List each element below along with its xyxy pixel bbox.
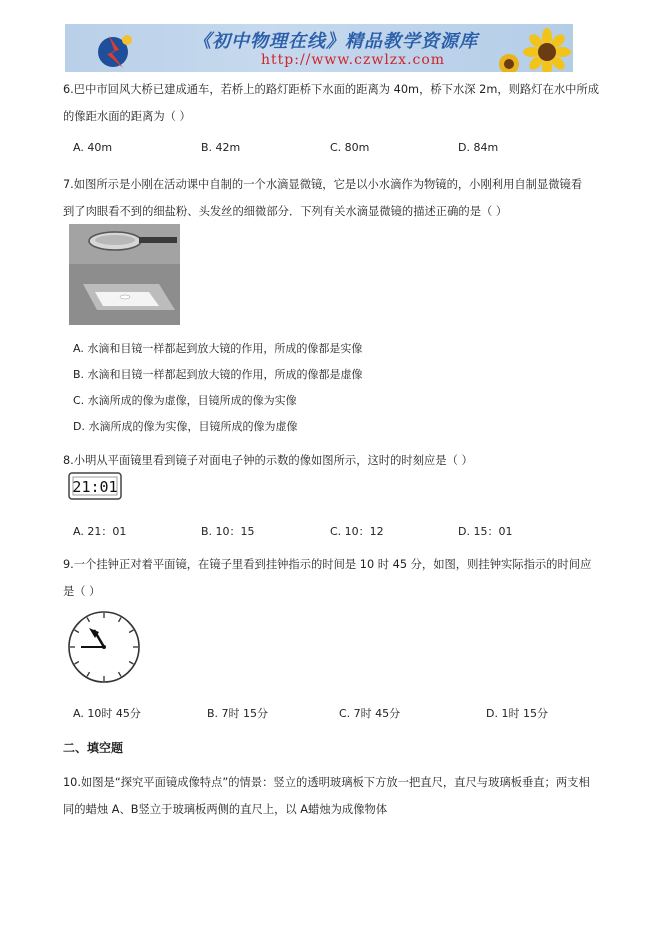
q8-option-c: C. 10：12: [330, 525, 384, 538]
question-8: [63, 447, 603, 474]
q6-option-b: B. 42m: [201, 141, 241, 154]
question-6-stem-line1: 6.巴中市回风大桥已建成通车，若桥上的路灯距桥下水面的距离为 40m，桥下水深 2m，则路灯在水中所成: [63, 83, 600, 96]
question-9-stem-line1: 9.一个挂钟正对着平面镜，在镜子里看到挂钟指示的时间是 10 时 45 分，如图，则挂钟实际指示的时间应: [63, 558, 592, 571]
q6-option-c: C. 80m: [330, 141, 370, 154]
question-10: [63, 769, 603, 823]
question-9: [63, 551, 603, 605]
q7-option-c: C. 水滴所成的像为虚像，目镜所成的像为实像: [73, 394, 297, 407]
q9-option-b: B. 7时 15分: [207, 707, 269, 720]
banner-url: http://www.czwlzx.com: [261, 52, 446, 68]
analog-clock-figure: [67, 610, 141, 684]
header-banner: [65, 24, 573, 72]
question-10-stem-line2: 同的蜡烛 A、B竖立于玻璃板两侧的直尺上，以 A蜡烛为成像物体: [63, 803, 388, 816]
q7-option-b: B. 水滴和目镜一样都起到放大镜的作用，所成的像都是虚像: [73, 368, 363, 381]
q9-option-a: A. 10时 45分: [73, 707, 141, 720]
question-8-stem: 8.小明从平面镜里看到镜子对面电子钟的示数的像如图所示，这时的时刻应是（ ）: [63, 454, 473, 467]
water-drop-microscope-figure: [69, 224, 180, 325]
q7-option-d: D. 水滴所成的像为实像，目镜所成的像为虚像: [73, 420, 298, 433]
question-7-stem-line1: 7.如图所示是小刚在活动课中自制的一个水滴显微镜，它是以小水滴作为物镜的，小刚利用自制显微镜看: [63, 178, 583, 191]
banner-title: 《初中物理在线》精品教学资源库: [193, 31, 478, 52]
question-9-stem-line2: 是（ ）: [63, 585, 101, 598]
question-6: [63, 76, 603, 130]
question-10-stem-line1: 10.如图是“探究平面镜成像特点”的情景：竖立的透明玻璃板下方放一把直尺，直尺与玻璃板垂直；两支相: [63, 776, 590, 789]
digital-clock-figure: [68, 470, 122, 502]
q7-option-a: A. 水滴和目镜一样都起到放大镜的作用，所成的像都是实像: [73, 342, 363, 355]
q6-option-d: D. 84m: [458, 141, 499, 154]
q9-option-d: D. 1时 15分: [486, 707, 548, 720]
q8-option-b: B. 10：15: [201, 525, 255, 538]
logo-icon: [95, 30, 139, 70]
clock-display-text: 21:01: [72, 478, 118, 496]
question-7-stem-line2: 到了肉眼看不到的细盐粉、头发丝的细微部分．下列有关水滴显微镜的描述正确的是（ ）: [63, 205, 508, 218]
q6-option-a: A. 40m: [73, 141, 113, 154]
question-6-stem-line2: 的像距水面的距离为（ ）: [63, 110, 191, 123]
question-7: [63, 171, 603, 225]
q8-option-a: A. 21：01: [73, 525, 127, 538]
sunflower-icon: [495, 24, 573, 72]
q8-option-d: D. 15：01: [458, 525, 513, 538]
q9-option-c: C. 7时 45分: [339, 707, 401, 720]
section-heading-fill-in: 二、填空题: [63, 741, 124, 755]
